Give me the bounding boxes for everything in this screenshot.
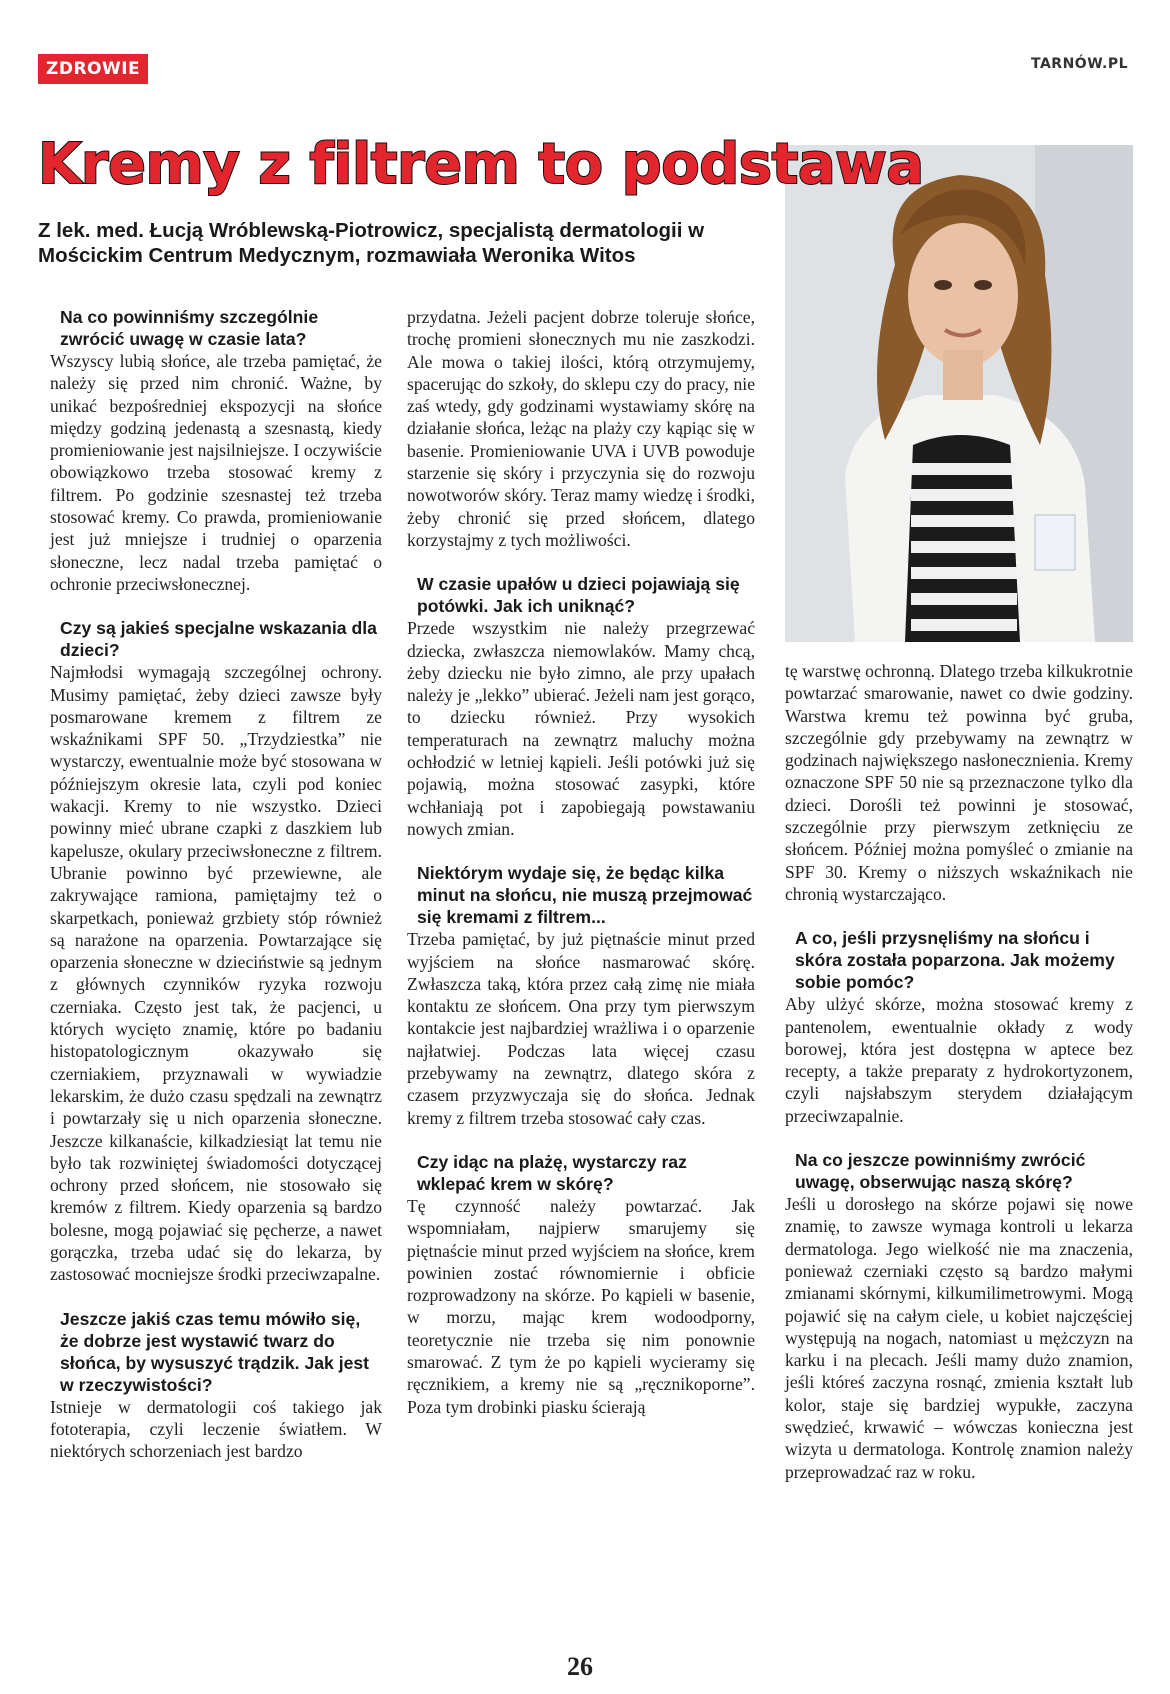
section-badge: ZDROWIE	[38, 54, 148, 84]
question-heading: Niektórym wydaje się, że będąc kilka minut na słońcu, nie muszą przejmować się kremami z filtrem...	[417, 863, 753, 928]
column-1	[50, 306, 382, 1462]
answer-text: Wszyscy lubią słońce, ale trzeba pamiętać, że należy się przed nim chronić. Ważne, by unikać bezpośredniej ekspozycji na słońce między godziną jedenastą a szesnastą, kiedy promieniowanie jest najsilniejsze. I oczywiście obowiązkowo trzeba stosować kremy z filtrem. Po godzinie szesnastej też trzeba stosować kremy. Co prawda, promieniowanie jest już mniejsze i trudniej o oparzenia słoneczne, lecz nadal trzeba pamiętać o ochronie przeciwsłonecznej.	[50, 351, 382, 594]
answer-text: tę warstwę ochronną. Dlatego trzeba kilkukrotnie powtarzać smarowanie, nawet co dwie godziny. Warstwa kremu też powinna być gruba, szczególnie gdy przebywamy na zewnątrz w godzinach największego nasłonecznienia. Kremy oznaczone SPF 50 nie są przeznaczone tylko dla dzieci. Dorośli też powinni je stosować, szczególnie przy pierwszym zetknięciu ze słońcem. Później można pomyśleć o zmianie na SPF 30. Kremy o niższych wskaźnikach nie chronią wystarczająco.	[785, 661, 1133, 904]
answer-text: Przede wszystkim nie należy przegrzewać dziecka, zwłaszcza niemowlaków. Mamy chcą, żeby dziecku nie było zimno, ale przy upałach należy je „lekko” ubierać. Jeżeli nam jest gorąco, to dziecku również. Przy wysokich temperaturach na zewnątrz maluchy można ochłodzić w letniej kąpieli. Jeśli potówki już się pojawią, można stosować zasypki, które wchłaniają pot i zapobiegają powstawaniu nowych zmian.	[407, 618, 755, 839]
article-title: Kremy z filtrem to podstawa	[38, 132, 924, 197]
question-heading: Na co jeszcze powinniśmy zwrócić uwagę, obserwując naszą skórę?	[795, 1150, 1086, 1193]
answer-text: Trzeba pamiętać, by już piętnaście minut przed wyjściem na słońce nasmarować skórę. Zwłaszcza taką, która przez całą zimę nie miała kontaktu ze słońcem. Ona przy tym pierwszym kontakcie jest najbardziej wrażliwa i o oparzenie najłatwiej. Podczas lata więcej czasu przebywamy na zewnątrz, dlatego skóra z czasem przyzwyczaja się do słońca. Jednak kremy z filtrem trzeba stosować cały czas.	[407, 929, 755, 1128]
question-heading: A co, jeśli przysnęliśmy na słońcu i skóra została poparzona. Jak możemy sobie pomóc?	[795, 928, 1115, 993]
doctor-photo	[785, 145, 1133, 642]
answer-text: Aby ulżyć skórze, można stosować kremy z pantenolem, ewentualnie okłady z wody borowej, która jest dostępna w aptece bez recepty, a także preparaty z hydrokortyzonem, czyli najsłabszym sterydem działającym przeciwzapalnie.	[785, 994, 1133, 1126]
article-subtitle: Z lek. med. Łucją Wróblewską-Piotrowicz, specjalistą dermatologii w Mościckim Centrum Medycznym, rozmawiała Weronika Witos	[38, 219, 705, 267]
answer-text: Najmłodsi wymagają szczególnej ochrony. Musimy pamiętać, żeby dzieci zawsze były posmarowane kremem z filtrem ze wskaźnikami SPF 50. „Trzydziestka” nie wystarczy, ewentualnie może być stosowana w późniejszym okresie lata, czyli pod koniec wakacji. Kremy to nie wszystko. Dzieci powinny mieć ubrane czapki z daszkiem lub kapelusze, okulary przeciwsłoneczne z filtrem. Ubranie powinno być przewiewne, ale zakrywające ramiona, pamiętajmy też o skarpetkach, ponieważ grzbiety stóp również są narażone na oparzenia. Powtarzające się oparzenia słoneczne w dzieciństwie są jednym z głównych czynników ryzyka rozwoju czerniaka. Często jest tak, że pacjenci, u których wycięto znamię, które po badaniu histopatologicznym okazywało się czerniakiem, przyznawali w wywiadzie lekarskim, że dużo czasu spędzali na zewnątrz i powtarzały się u nich oparzenia słoneczne. Jeszcze kilkanaście, kilkadziesiąt lat temu nie było tak rozwiniętej świadomości dotyczącej ochrony przed słońcem, nie stosowało się kremów z filtrem. Kiedy oparzenia są bardzo bolesne, mogą pojawiać się pęcherze, a nawet gorączka, trzeba udać się do lekarza, by zastosować mocniejsze środki przeciwzapalne.	[50, 662, 382, 1285]
answer-text: przydatna. Jeżeli pacjent dobrze toleruje słońce, trochę promieni słonecznych mu nie zaszkodzi. Ale mowa o takiej ilości, którą otrzymujemy, spacerując do szkoły, do sklepu czy do pracy, nie zaś wtedy, gdy godzinami wystawiamy skórę na działanie słońca, leżąc na plaży czy kąpiąc się w basenie. Promieniowanie UVA i UVB powoduje starzenie się skóry i przyczynia się do rozwoju nowotworów skóry. Teraz mamy wiedzę i środki, żeby chronić się przed słońcem, dlatego korzystajmy z tych możliwości.	[407, 307, 755, 550]
column-3	[785, 660, 1133, 1483]
answer-text: Tę czynność należy powtarzać. Jak wspomniałam, najpierw smarujemy się piętnaście minut przed wyjściem na słońce, krem powinien zostać równomiernie i obficie rozprowadzony na skórze. Po kąpieli w basenie, w morzu, mając krem wodoodporny, teoretycznie nie trzeba się nim ponownie smarować. Z tym że po kąpieli wycieramy się ręcznikiem, a kremy nie są „ręcznikoporne”. Poza tym drobinki piasku ścierają	[407, 1195, 755, 1417]
answer-text: Jeśli u dorosłego na skórze pojawi się nowe znamię, to zawsze wymaga kontroli u lekarza dermatologa. Jego wielkość nie ma znaczenia, ponieważ czerniaki często są bardzo małymi zmianami skórnymi, kilkumilimetrowymi. Mogą pojawić się na całym ciele, u kobiet najczęściej występują na nogach, natomiast u mężczyzn na karku i na plecach. Jeśli mamy dużo znamion, jeśli któreś zaczyna rosnąć, zmienia kształt lub kolor, staje się bardziej wypukłe, zaczyna swędzieć, krwawić – wówczas konieczna jest wizyta u dermatologa. Kontrolę znamion należy przeprowadzać raz w roku.	[785, 1194, 1133, 1482]
question-heading: Czy są jakieś specjalne wskazania dla dzieci?	[60, 618, 377, 661]
column-2	[407, 306, 755, 1418]
question-heading: Czy idąc na plażę, wystarczy raz wklepać krem w skórę?	[417, 1151, 687, 1194]
answer-text: Istnieje w dermatologii coś takiego jak fototerapia, czyli leczenie światłem. W niektórych schorzeniach jest bardzo	[50, 1396, 382, 1462]
question-heading: Jeszcze jakiś czas temu mówiło się, że dobrze jest wystawić twarz do słońca, by wysuszyć trądzik. Jak jest w rzeczywistości?	[60, 1308, 370, 1395]
question-heading: W czasie upałów u dzieci pojawiają się potówki. Jak ich uniknąć?	[417, 574, 740, 617]
question-heading: Na co powinniśmy szczególnie zwrócić uwagę w czasie lata?	[60, 307, 319, 349]
page-number: 26	[567, 1652, 593, 1681]
site-name: TARNÓW.PL	[1031, 56, 1128, 72]
